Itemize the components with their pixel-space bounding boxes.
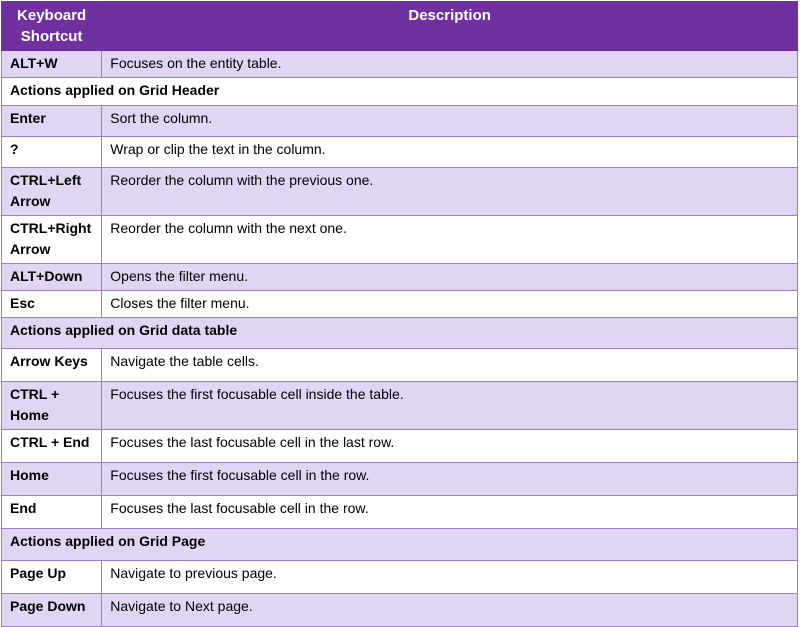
shortcut-description-cell: Focuses the last focusable cell in the row.	[102, 496, 798, 529]
shortcut-description-cell: Focuses the first focusable cell in the row.	[102, 463, 798, 496]
table-row	[2, 216, 798, 264]
header-keyboard-shortcut: Keyboard Shortcut	[2, 2, 102, 51]
shortcut-key-cell: ALT+W	[2, 51, 102, 78]
table-header-row	[2, 2, 798, 51]
table-row	[2, 463, 798, 496]
section-label: Actions applied on Grid data table	[2, 318, 798, 349]
section-row	[2, 318, 798, 349]
section-label: Actions applied on Grid Page	[2, 529, 798, 561]
shortcut-description-cell: Reorder the column with the previous one.	[102, 168, 798, 216]
shortcut-key-cell: ALT+Down	[2, 264, 102, 291]
table-row	[2, 51, 798, 78]
shortcut-key-cell: CTRL+Right Arrow	[2, 216, 102, 264]
shortcut-description-cell: Reorder the column with the next one.	[102, 216, 798, 264]
shortcut-key-cell: CTRL+Left Arrow	[2, 168, 102, 216]
shortcut-key-cell: Page Up	[2, 561, 102, 594]
shortcut-key-cell: End	[2, 496, 102, 529]
header-description: Description	[102, 2, 798, 51]
table-row	[2, 137, 798, 168]
keyboard-shortcuts-table	[1, 1, 798, 627]
shortcut-key-cell: CTRL + Home	[2, 382, 102, 430]
shortcut-description-cell: Focuses the first focusable cell inside the table.	[102, 382, 798, 430]
table-row	[2, 561, 798, 594]
table-row	[2, 349, 798, 382]
section-row	[2, 529, 798, 561]
shortcut-description-cell: Navigate to previous page.	[102, 561, 798, 594]
shortcut-description-cell: Wrap or clip the text in the column.	[102, 137, 798, 168]
table-row	[2, 496, 798, 529]
shortcut-key-cell: CTRL + End	[2, 430, 102, 463]
shortcut-description-cell: Navigate the table cells.	[102, 349, 798, 382]
shortcut-key-cell: Home	[2, 463, 102, 496]
table-row	[2, 382, 798, 430]
shortcut-description-cell: Sort the column.	[102, 106, 798, 137]
shortcut-description-cell: Focuses on the entity table.	[102, 51, 798, 78]
table-row	[2, 594, 798, 627]
section-label: Actions applied on Grid Header	[2, 78, 798, 106]
shortcut-key-cell: ?	[2, 137, 102, 168]
shortcut-description-cell: Closes the filter menu.	[102, 291, 798, 318]
shortcut-description-cell: Navigate to Next page.	[102, 594, 798, 627]
table-row	[2, 106, 798, 137]
table-row	[2, 168, 798, 216]
shortcut-key-cell: Page Down	[2, 594, 102, 627]
table-row	[2, 430, 798, 463]
table-body	[2, 51, 798, 627]
section-row	[2, 78, 798, 106]
table-row	[2, 291, 798, 318]
shortcut-key-cell: Arrow Keys	[2, 349, 102, 382]
shortcut-description-cell: Opens the filter menu.	[102, 264, 798, 291]
shortcut-key-cell: Enter	[2, 106, 102, 137]
table-row	[2, 264, 798, 291]
shortcut-key-cell: Esc	[2, 291, 102, 318]
shortcut-description-cell: Focuses the last focusable cell in the last row.	[102, 430, 798, 463]
